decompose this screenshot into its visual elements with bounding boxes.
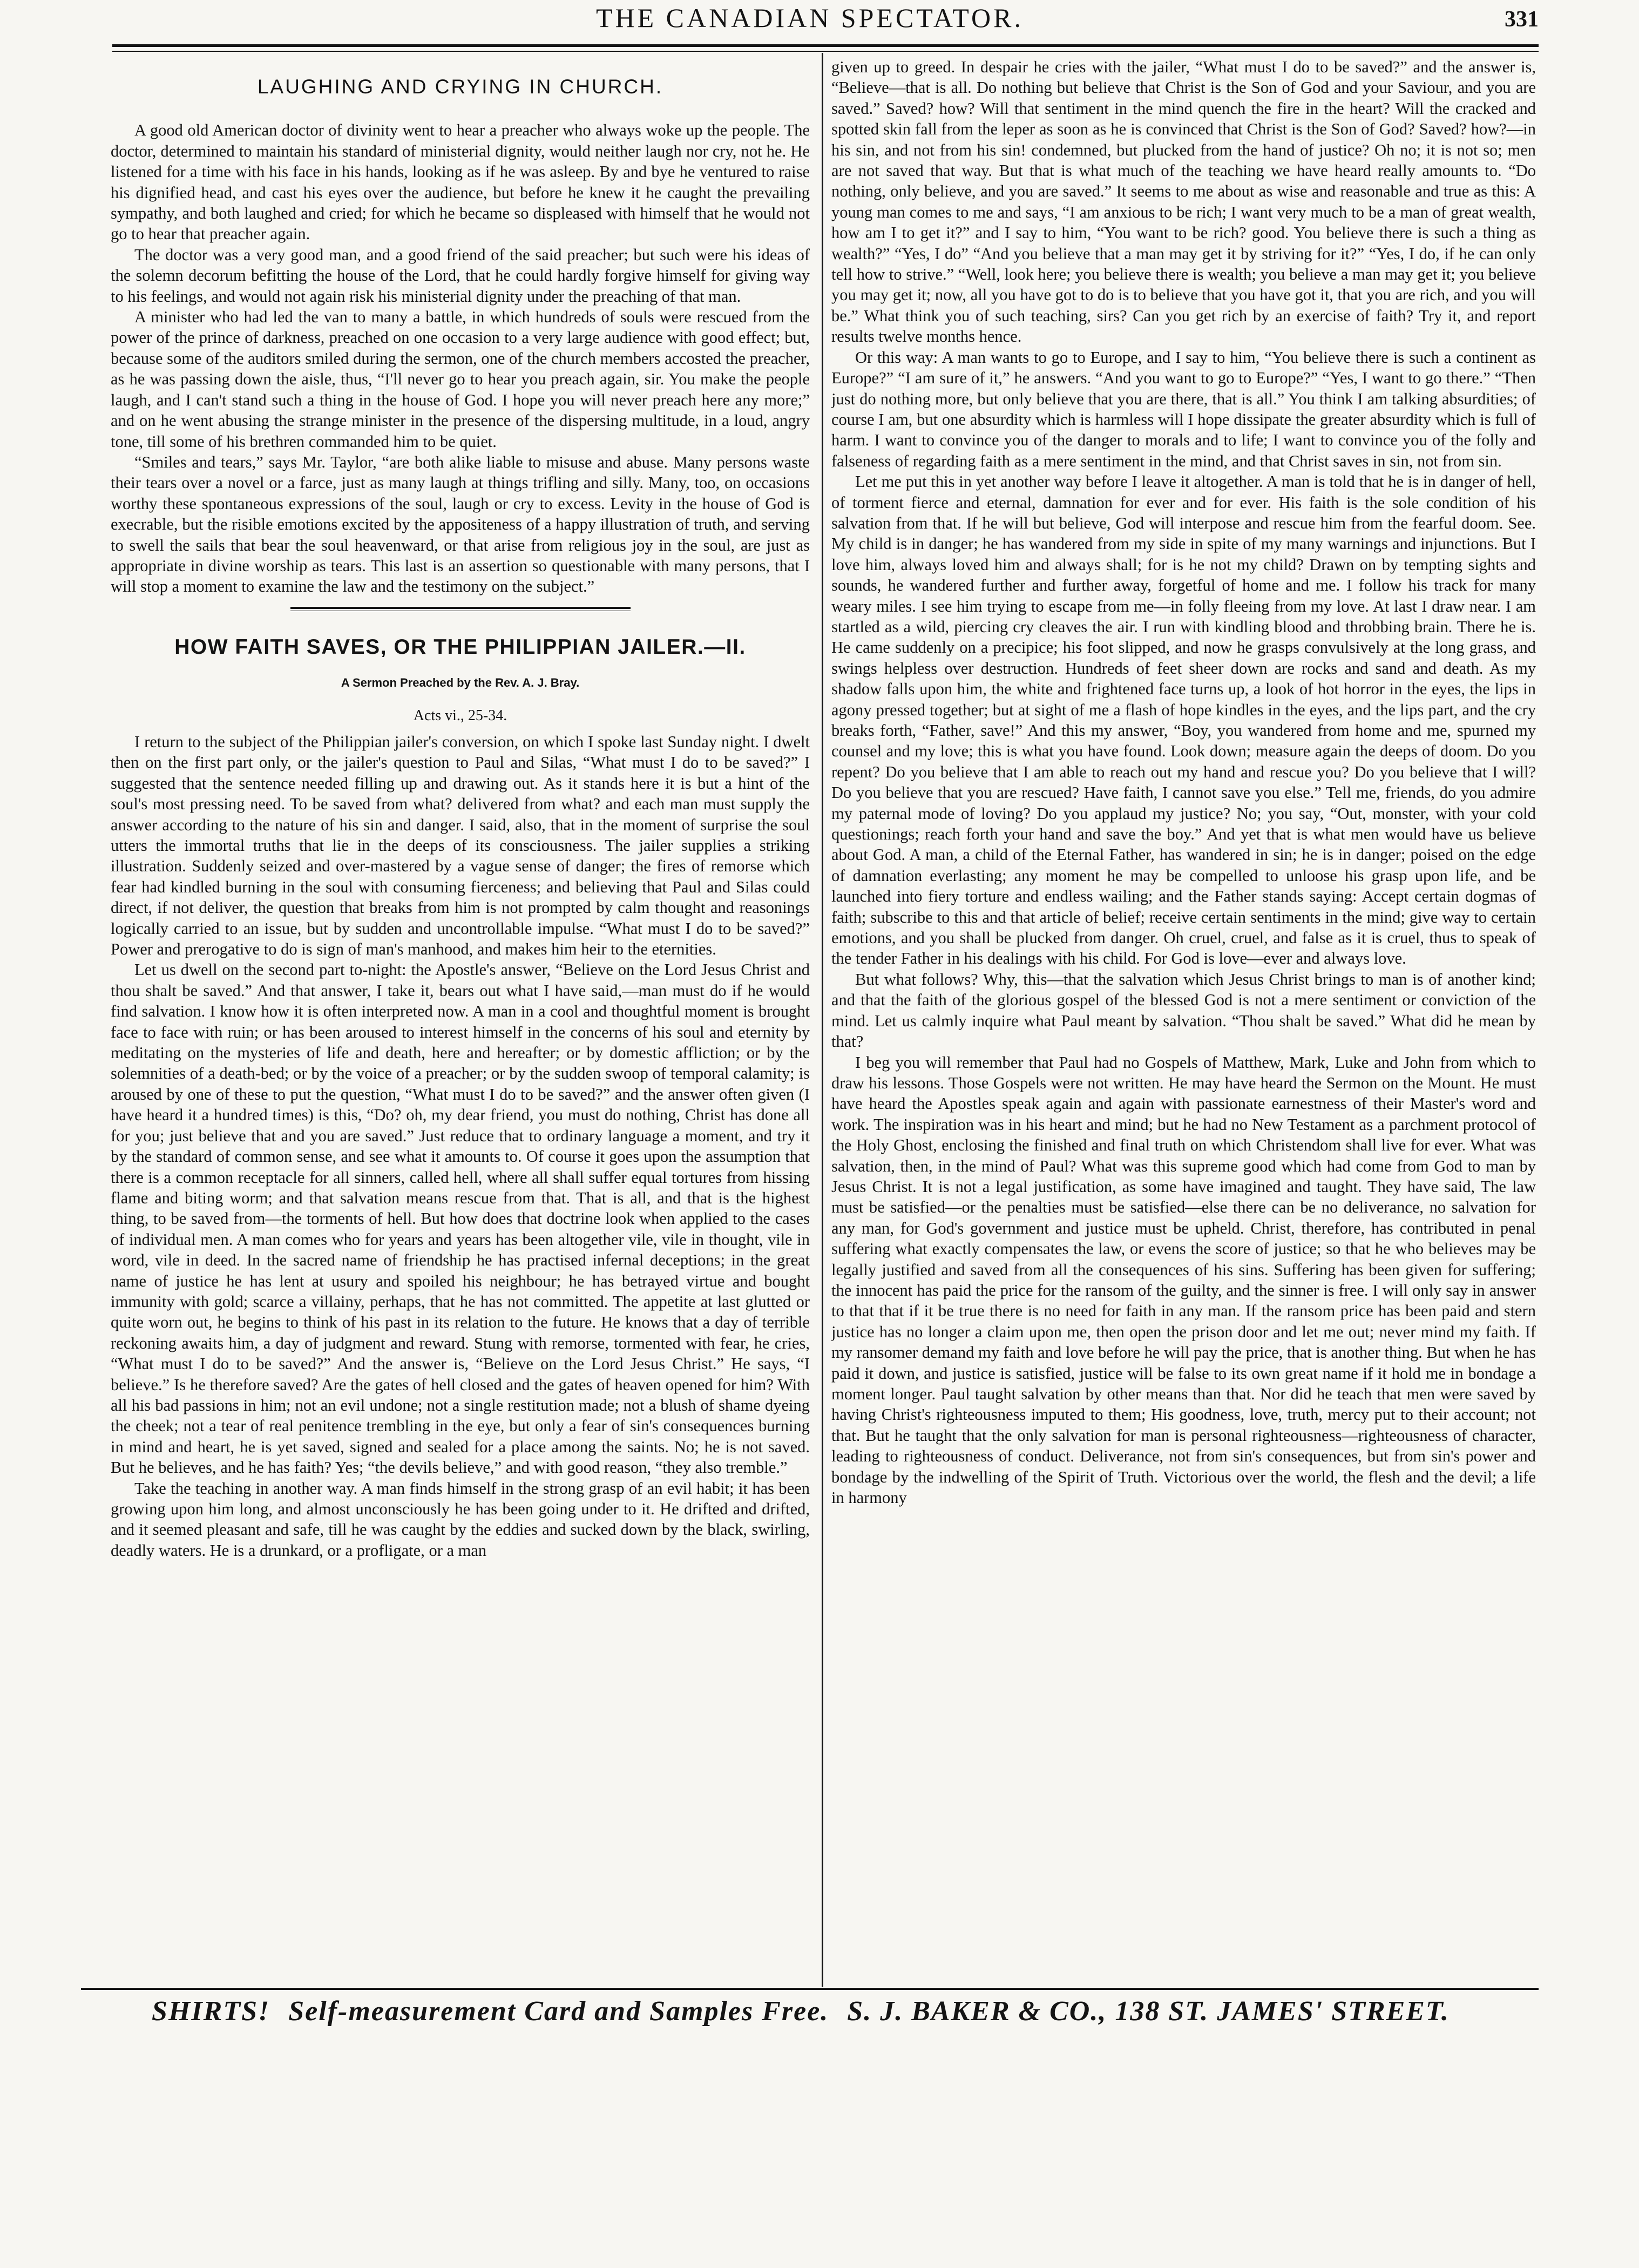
paragraph: “Smiles and tears,” says Mr. Taylor, “are both alike liable to misuse and abuse. Many persons waste their tears over a novel or a farce, just as many laugh at things trifling and silly. Many, too, on occasions worthy these spontaneous expressions of the soul, laugh or cry to excess. Levity in the house of God is execrable, but the risible emotions excited by the appositeness of a happy illustration of truth, and serving to swell the sails that bear the soul heavenward, or that arise from religious joy in the soul, are just as appropriate in divine worship as tears. This last is an assertion so questionable with many persons, that I will stop a moment to examine the law and the testimony on the subject.” [111, 452, 810, 596]
header-rule-thin [112, 51, 1539, 52]
ad-company: S. J. BAKER & CO., 138 ST. JAMES' STREET. [847, 1996, 1450, 2027]
paragraph: I beg you will remember that Paul had no Gospels of Matthew, Mark, Luke and John from which to draw his lessons. Those Gospels were not written. He may have heard the Sermon on the Mount. He must have heard the Apostles speak again and again with passionate earnestness of their Master's word and work. The inspiration was in his heart and mind; but he had no New Testament as a parchment protocol of the Holy Ghost, enclosing the finished and final truth on which Christendom shall live for ever. What was salvation, then, in the mind of Paul? What was this supreme good which had come from God to man by Jesus Christ. It is not a legal justification, as some have imagined and taught. They have said, The law must be satisfied—or the penalties must be satisfied—else there can be no deliverance, no salvation for any man, for God's government and justice must be upheld. Christ, therefore, has contributed in penal suffering what exactly compensates the law, or evens the score of justice; so that he who believes may be legally justified and saved from all the consequences of his sins. Suffering has been given for suffering; the innocent has paid the price for the ransom of the guilty, and the sinner is free. I will only say in answer to that that if it be true there is no need for faith in any man. If the ransom price has been paid and stern justice has no longer a claim upon me, then open the prison door and let me out; never mind my faith. If my ransomer demand my faith and love before he will pay the price, that is another thing. But when he has paid it down, and justice is satisfied, justice will be false to its own great name if it hold me in bondage a moment longer. Paul taught salvation by other means than that. Nor did he teach that men were saved by having Christ's righteousness imputed to them; His goodness, love, truth, mercy put to their account; not that. But he taught that the only salvation for man is personal righteousness—righteousness of character, leading to righteousness of conduct. Deliverance, not from sin's consequences, but from sin's power and bondage by the indwelling of the Spirit of Truth. Victorious over the world, the flesh and the devil; a life in harmony [831, 1053, 1536, 1507]
ad-offer: Self-measurement Card and Samples Free. [288, 1996, 829, 2027]
right-column [831, 57, 1536, 1979]
scripture-citation: Acts vi., 25-34. [413, 707, 507, 724]
section-divider [290, 607, 631, 611]
paragraph: But what follows? Why, this—that the salvation which Jesus Christ brings to man is of another kind; and that the faith of the glorious gospel of the blessed God is not a mere sentiment or conviction of the mind. Let us calmly inquire what Paul meant by salvation. “Thou shalt be saved.” What did he mean by that? [831, 970, 1536, 1051]
article-title-laughing: LAUGHING AND CRYING IN CHURCH. [257, 76, 663, 98]
paragraph: Take the teaching in another way. A man finds himself in the strong grasp of an evil habit; it has been growing upon him long, and almost unconsciously he has been going under to it. He drifted and drifted, and it seemed pleasant and safe, till he was caught by the eddies and sucked down by the black, swirling, deadly waters. He is a drunkard, or a profligate, or a man [111, 1479, 810, 1560]
paragraph: given up to greed. In despair he cries with the jailer, “What must I do to be saved?” and the answer is, “Believe—that is all. Do nothing but believe that Christ is the Son of God and your Saviour, and you are saved.” Saved? how? Will that sentiment in the mind quench the fire in the heart? Will the cracked and spotted skin fall from the leper as soon as he is convinced that Christ is the Son of God? Saved? how?—in his sin, and not from his sin! condemned, but plucked from the hand of justice? Oh no; it is not so; men are not saved that way. But that is what much of the teaching we have heard really amounts to. “Do nothing, only believe, and you are saved.” It seems to me about as wise and reasonable and true as this: A young man comes to me and says, “I am anxious to be rich; I want very much to be a man of great wealth, how am I to get it?” and I say to him, “You want to be rich? good. You believe there is such a thing as wealth?” “Yes, I do” “And you believe that a man may get it by striving for it?” “Yes, I do, if he can only tell how to strive.” “Well, look here; you believe there is wealth; you believe a man may get it; you believe you may get it; now, all you have got to do is to believe that you have got it, that you are rich, and you will be.” What think you of such teaching, sirs? Can you get rich by an exercise of faith? Try it, and report results twelve months hence. [831, 58, 1536, 346]
paragraph: A good old American doctor of divinity went to hear a preacher who always woke up the people. The doctor, determined to maintain his standard of ministerial dignity, would neither laugh nor cry, not he. He listened for a time with his face in his hands, looking as if he was asleep. By and bye he ventured to raise his dignified head, and cast his eyes over the audience, but before he knew it he caught the prevailing sympathy, and both laughed and cried; for which he became so displeased with himself that he would not go to hear that preacher again. [111, 121, 810, 243]
paragraph: I return to the subject of the Philippian jailer's conversion, on which I spoke last Sunday night. I dwelt then on the first part only, or the jailer's question to Paul and Silas, “What must I do to be saved?” I suggested that the sentence needed filling up and drawing out. As it stands here it is but a hint of the soul's most pressing need. To be saved from what? delivered from what? and each man must supply the answer according to the nature of his sin and danger. I said, also, that in the moment of surprise the soul utters the immortal truths that lie in the deeps of its consciousness. The jailer supplies a striking illustration. Suddenly seized and over-mastered by a vague sense of danger; the fires of remorse which fear had kindled burning in the soul with consuming fierceness; and believing that Paul and Silas could direct, if not deliver, the question that breaks from him is not prompted by calm thought and reasonings logically carried to an issue, but by sudden and uncontrollable impulse. “What must I do to be saved?” Power and prerogative to do is sign of man's manhood, and makes him heir to the eternities. [111, 732, 810, 959]
header-rule [112, 44, 1539, 47]
masthead [81, 0, 1539, 38]
paragraph: Let me put this in yet another way before I leave it altogether. A man is told that he is in danger of hell, of torment fierce and eternal, damnation for ever and for ever. His faith is the sole condition of his salvation from that. If he will but believe, God will interpose and rescue him from the fearful doom. See. My child is in danger; he has wandered from my side in spite of my many warnings and injunctions. But I love him, always loved him and always shall; for is he not my child? Drawn on by tempting sights and sounds, he wandered further and further away, forgetful of home and me. I follow his track for many weary miles. I see him trying to escape from me—in folly fleeing from my love. At last I draw near. I am startled as a wild, piercing cry cleaves the air. I run with kindling blood and throbbing brain. There he is. He came suddenly on a precipice; his foot slipped, and now he grasps convulsively at the long grass, and swings helpless over destruction. Hundreds of feet sheer down are rocks and sand and death. As my shadow falls upon him, the white and frightened face turns up, a look of hot horror in the eyes, the lips in agony pressed together; but at sight of me a flash of hope kindles in the eyes, and the lips part, and the cry breaks forth, “Father, save!” And this my answer, “Boy, you wandered from home and me, spurned my counsel and my love; this is what you have found. Look down; measure again the deeps of doom. Do you repent? Do you believe that I am able to reach out my hand and rescue you? Do you believe that I will? Do you believe that you are rescued? Have faith, I cannot save you else.” Tell me, friends, do you admire my paternal mode of loving? Do you applaud my justice? No; you say, “Out, monster, with your cold questionings; reach forth your hand and save the boy.” And yet that is what men would have us believe about God. A man, a child of the Eternal Father, has wandered in sin; he is in danger; poised on the edge of damnation everlasting; any moment he may be compelled to unloose his grasp upon life, and be launched into fiery torture and endless wailing; and the Father stands saying: Accept certain dogmas of faith; subscribe to this and that article of belief; receive certain sentiments in the mind; give way to certain emotions, and you shall be plucked from danger. Oh cruel, cruel, and false as it is cruel, thus to speak of the tender Father in his dealings with his child. For God is love—ever and always love. [831, 472, 1536, 968]
advertisement-banner [81, 1995, 1539, 2033]
footer-rule [81, 1988, 1539, 1990]
page-number: 331 [1505, 7, 1539, 32]
left-column [111, 60, 810, 1982]
ad-shirts: SHIRTS! [152, 1996, 270, 2027]
paragraph: The doctor was a very good man, and a good friend of the said preacher; but such were his ideas of the solemn decorum befitting the house of the Lord, that he could hardly forgive himself for giving way to his feelings, and would not again risk his ministerial dignity under the preaching of that man. [111, 245, 810, 306]
paragraph: Let us dwell on the second part to-night: the Apostle's answer, “Believe on the Lord Jesus Christ and thou shalt be saved.” And that answer, I take it, bears out what I have said,—man must do if he would find salvation. I know how it is often interpreted now. A man in a cool and thoughtful moment is brought face to face with ruin; or has been aroused to interest himself in the concerns of his soul and eternity by meditating on the mysteries of life and death, here and hereafter; or by domestic affliction; or by the solemnities of a death-bed; or by the voice of a preacher; or by the sudden swoop of temporal calamity; is aroused by one of these to put the question, “What must I do to be saved?” and the answer often given (I have heard it a hundred times) is this, “Do? oh, my dear friend, you must do nothing, Christ has done all for you; just believe that and you are saved.” Just reduce that to ordinary language a moment, and try it by the standard of common sense, and see what it amounts to. Of course it goes upon the assumption that there is a common receptacle for all sinners, called hell, where all shall suffer equal tortures from hissing flame and biting worm; and that salvation means rescue from that. That is all, and that is the highest thing, to be saved from—the torments of hell. But how does that doctrine look when applied to the cases of individual men. A man comes who for years and years has been altogether vile, vile in thought, vile in word, vile in deed. In the sacred name of friendship he has practised infernal deceptions; in the great name of justice he has lent at usury and spoiled his neighbour; he has betrayed virtue and bought immunity with gold; scarce a villainy, perhaps, that he has not committed. The appetite at last glutted or quite worn out, he begins to think of his past in its relation to the future. He knows that a day of terrible reckoning awaits him, a day of judgment and reward. Stung with remorse, tormented with fear, he cries, “What must I do to be saved?” And the answer is, “Believe on the Lord Jesus Christ.” He says, “I believe.” Is he therefore saved? Are the gates of hell closed and the gates of heaven opened for him? With all his bad passions in him; not an evil undone; not a single restitution made; not a blush of shame dyeing the cheek; not a tear of real penitence trembling in the eye, but only a fear of sin's consequences burning in mind and heart, he is yet saved, signed and sealed for a place among the saints. No; he is not saved. But he believes, and he has faith? Yes; “the devils believe,” and with good reason, “they also tremble.” [111, 960, 810, 1477]
publication-title: THE CANADIAN SPECTATOR. [595, 3, 1024, 33]
paragraph: A minister who had led the van to many a battle, in which hundreds of souls were rescued from the power of the prince of darkness, preached on one occasion to a very large audience with good effect; but, because some of the auditors smiled during the sermon, one of the church members accosted the preacher, as he was passing down the aisle, thus, “I'll never go to hear you preach again, sir. You make the people laugh, and I can't stand such a thing in the house of God. I hope you will never preach here any more;” and on he went abusing the strange minister in the presence of the dispersing multitude, in a loud, angry tone, till some of his brethren commanded him to be quiet. [111, 308, 810, 451]
sermon-byline: A Sermon Preached by the Rev. A. J. Bray. [341, 676, 580, 690]
paragraph: Or this way: A man wants to go to Europe, and I say to him, “You believe there is such a continent as Europe?” “I am sure of it,” he answers. “And you want to go to Europe?” “Yes, I want to go there.” “Then just do nothing more, but only believe that you are there, that is all.” You think I am talking absurdities; of course I am, but one absurdity which is harmless will I hope dissipate the greater absurdity which is full of harm. I want to convince you of the danger to morals and to life; I want to convince you of the folly and falseness of regarding faith as a mere sentiment in the mind, and that Christ saves in sin, not from sin. [831, 348, 1536, 470]
column-divider [822, 53, 823, 1987]
article-title-faith-saves: HOW FAITH SAVES, OR THE PHILIPPIAN JAILER.—II. [174, 635, 746, 659]
